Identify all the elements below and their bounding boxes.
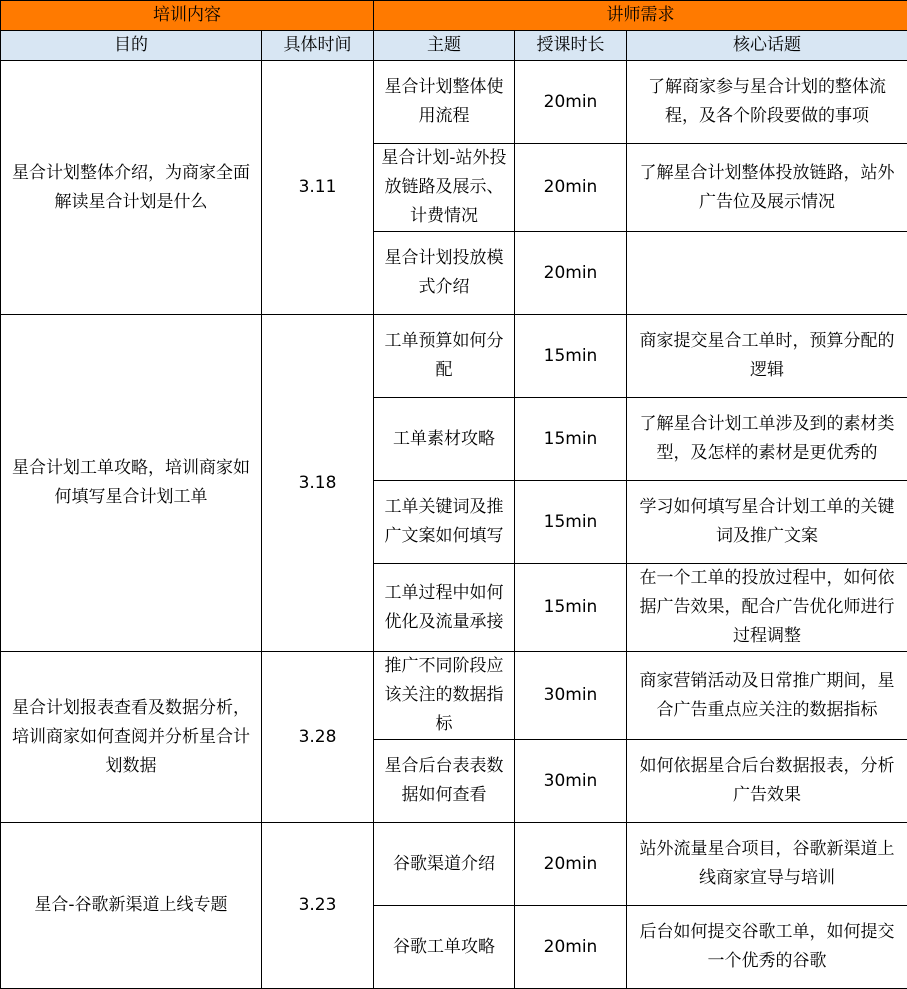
duration-cell: 15min (515, 398, 627, 481)
core-topic-cell: 后台如何提交谷歌工单，如何提交一个优秀的谷歌 (627, 906, 907, 989)
topic-cell: 谷歌工单攻略 (374, 906, 515, 989)
topic-column-header: 主题 (374, 31, 515, 61)
duration-cell: 30min (515, 652, 627, 740)
date-cell: 3.11 (262, 61, 374, 315)
topic-cell: 星合后台表表数据如何查看 (374, 740, 515, 823)
purpose-cell: 星合计划报表查看及数据分析，培训商家如何查阅并分析星合计划数据 (1, 652, 262, 823)
topic-cell: 工单素材攻略 (374, 398, 515, 481)
purpose-cell: 星合计划工单攻略，培训商家如何填写星合计划工单 (1, 315, 262, 652)
date-cell: 3.23 (262, 823, 374, 989)
core-topic-cell: 站外流量星合项目，谷歌新渠道上线商家宣导与培训 (627, 823, 907, 906)
topic-cell: 星合计划投放模式介绍 (374, 232, 515, 315)
duration-cell: 20min (515, 823, 627, 906)
core-topic-cell (627, 232, 907, 315)
topic-cell: 星合计划-站外投放链路及展示、计费情况 (374, 144, 515, 232)
table-row (1, 315, 907, 398)
core-topic-cell: 商家提交星合工单时，预算分配的逻辑 (627, 315, 907, 398)
group-header-row (1, 1, 907, 31)
purpose-column-header: 目的 (1, 31, 262, 61)
core-topic-cell: 了解星合计划工单涉及到的素材类型，及怎样的素材是更优秀的 (627, 398, 907, 481)
topic-cell: 星合计划整体使用流程 (374, 61, 515, 144)
table-row (1, 652, 907, 740)
date-cell: 3.18 (262, 315, 374, 652)
core-topic-cell: 了解星合计划整体投放链路，站外广告位及展示情况 (627, 144, 907, 232)
topic-cell: 工单关键词及推广文案如何填写 (374, 481, 515, 564)
topic-cell: 推广不同阶段应该关注的数据指标 (374, 652, 515, 740)
core-topic-cell: 学习如何填写星合计划工单的关键词及推广文案 (627, 481, 907, 564)
duration-cell: 15min (515, 564, 627, 652)
core-topic-column-header: 核心话题 (627, 31, 907, 61)
duration-cell: 30min (515, 740, 627, 823)
duration-column-header: 授课时长 (515, 31, 627, 61)
duration-cell: 15min (515, 315, 627, 398)
core-topic-cell: 在一个工单的投放过程中，如何依据广告效果，配合广告优化师进行过程调整 (627, 564, 907, 652)
training-content-header: 培训内容 (1, 1, 374, 31)
topic-cell: 谷歌渠道介绍 (374, 823, 515, 906)
topic-cell: 工单过程中如何优化及流量承接 (374, 564, 515, 652)
table-row (1, 823, 907, 906)
date-column-header: 具体时间 (262, 31, 374, 61)
duration-cell: 20min (515, 232, 627, 315)
lecturer-needs-header: 讲师需求 (374, 1, 907, 31)
core-topic-cell: 如何依据星合后台数据报表，分析广告效果 (627, 740, 907, 823)
topic-cell: 工单预算如何分配 (374, 315, 515, 398)
purpose-cell: 星合-谷歌新渠道上线专题 (1, 823, 262, 989)
table-row (1, 61, 907, 144)
duration-cell: 15min (515, 481, 627, 564)
duration-cell: 20min (515, 906, 627, 989)
column-header-row (1, 31, 907, 61)
date-cell: 3.28 (262, 652, 374, 823)
duration-cell: 20min (515, 61, 627, 144)
core-topic-cell: 商家营销活动及日常推广期间，星合广告重点应关注的数据指标 (627, 652, 907, 740)
core-topic-cell: 了解商家参与星合计划的整体流程，及各个阶段要做的事项 (627, 61, 907, 144)
duration-cell: 20min (515, 144, 627, 232)
purpose-cell: 星合计划整体介绍，为商家全面解读星合计划是什么 (1, 61, 262, 315)
